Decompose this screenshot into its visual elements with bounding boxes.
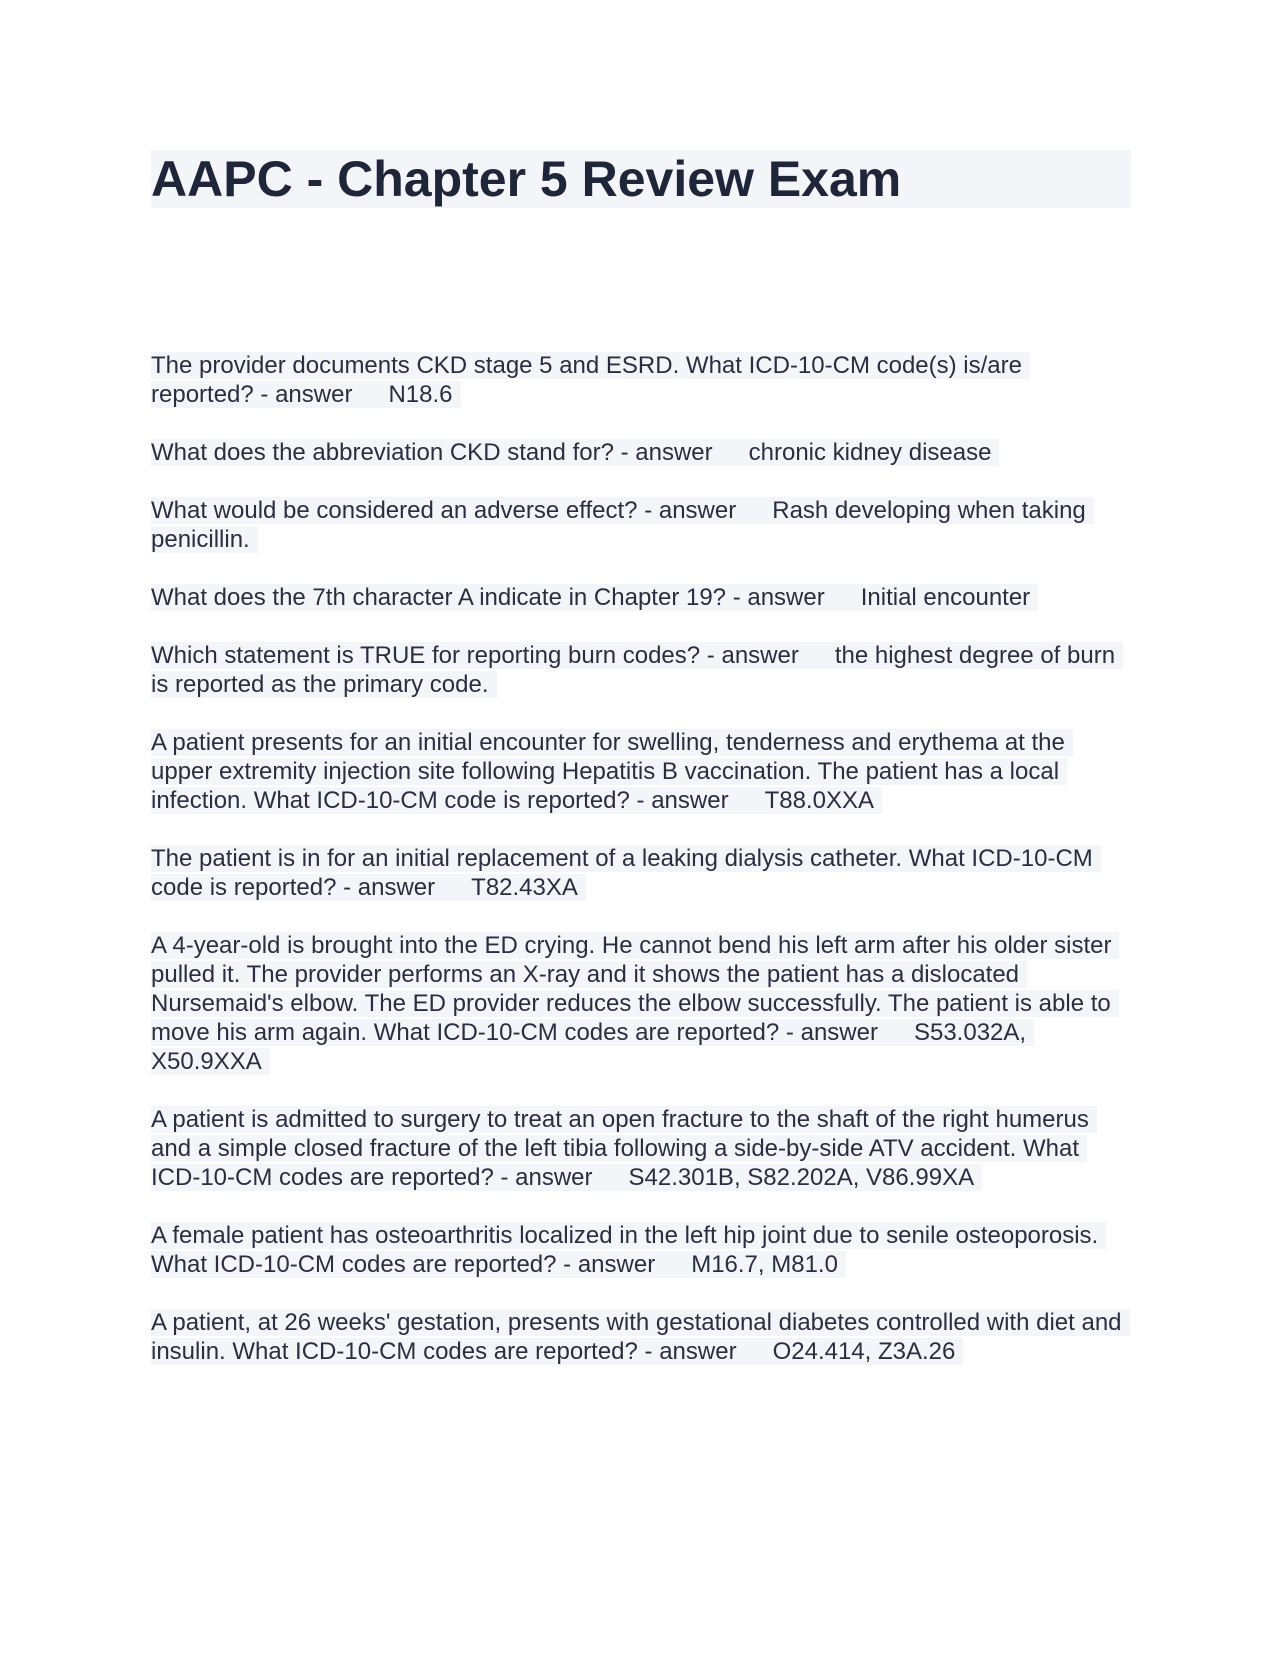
qa-item bbox=[151, 351, 1131, 409]
qa-item bbox=[151, 641, 1131, 699]
answer-separator: - answer bbox=[637, 1338, 737, 1365]
answer-text: M16.7, M81.0 bbox=[691, 1251, 838, 1278]
question-text: The provider documents CKD stage 5 and ESRD. What ICD-10-CM code(s) is/are reported? bbox=[151, 352, 1022, 408]
qa-line bbox=[151, 352, 1030, 408]
question-text: What does the abbreviation CKD stand for? bbox=[151, 439, 614, 466]
question-text: A 4-year-old is brought into the ED crying. He cannot bend his left arm after his older sister pulled it. The provider performs an X-ray and it shows the patient has a dislocated Nursemaid's elbow. The ED provider reduces the elbow successfully. The patient is able to move his arm again. What ICD-10-CM codes are reported? bbox=[151, 932, 1112, 1046]
answer-separator: - answer bbox=[726, 584, 825, 611]
qa-item bbox=[151, 583, 1131, 612]
qa-item bbox=[151, 728, 1131, 815]
question-text: What does the 7th character A indicate in Chapter 19? bbox=[151, 584, 727, 611]
answer-text: N18.6 bbox=[388, 381, 453, 408]
answer-text: Rash developing when taking penicillin. bbox=[151, 497, 1086, 553]
question-text: What would be considered an adverse effect? bbox=[151, 497, 638, 524]
qa-line bbox=[151, 1222, 1106, 1278]
answer-separator: - answer bbox=[613, 439, 713, 466]
answer-text: S53.032A, X50.9XXA bbox=[151, 1019, 1027, 1075]
qa-line bbox=[151, 729, 1073, 814]
qa-item bbox=[151, 1308, 1131, 1366]
answer-separator: - answer bbox=[637, 497, 737, 524]
answer-separator: - answer bbox=[556, 1251, 656, 1278]
qa-line bbox=[151, 497, 1094, 553]
qa-line bbox=[151, 932, 1119, 1075]
answer-separator: - answer bbox=[253, 381, 353, 408]
qa-item bbox=[151, 1105, 1131, 1192]
answer-separator: - answer bbox=[493, 1164, 593, 1191]
qa-line bbox=[151, 1309, 1130, 1365]
answer-text: Initial encounter bbox=[860, 584, 1031, 611]
qa-line bbox=[151, 845, 1101, 901]
answer-separator: - answer bbox=[629, 787, 729, 814]
question-text: The patient is in for an initial replacement of a leaking dialysis catheter. What ICD-10-CM code is reported? bbox=[151, 845, 1093, 901]
qa-line bbox=[151, 439, 999, 466]
answer-separator: - answer bbox=[700, 642, 799, 669]
answer-text: S42.301B, S82.202A, V86.99XA bbox=[628, 1164, 975, 1191]
question-text: A patient, at 26 weeks' gestation, presents with gestational diabetes controlled with diet and insulin. What ICD-10-CM codes are reported? bbox=[151, 1309, 1122, 1365]
document-page bbox=[151, 150, 1131, 1365]
qa-line bbox=[151, 1106, 1097, 1191]
answer-separator: - answer bbox=[336, 874, 436, 901]
title-band bbox=[151, 150, 1131, 208]
answer-text: chronic kidney disease bbox=[748, 439, 992, 466]
qa-line bbox=[151, 584, 1038, 611]
qa-item bbox=[151, 1221, 1131, 1279]
question-text: A patient is admitted to surgery to treat an open fracture to the shaft of the right humerus and a simple closed fracture of the left tibia following a side-by-side ATV accident. What ICD-10-CM codes are reported? bbox=[151, 1106, 1089, 1191]
qa-item bbox=[151, 844, 1131, 902]
answer-text: T82.43XA bbox=[471, 874, 578, 901]
qa-list bbox=[151, 351, 1131, 1395]
question-text: A patient presents for an initial encounter for swelling, tenderness and erythema at the upper extremity injection site following Hepatitis B vaccination. The patient has a local infection. What ICD-10-CM code is reported? bbox=[151, 729, 1065, 814]
question-text: A female patient has osteoarthritis localized in the left hip joint due to senile osteoporosis. What ICD-10-CM codes are reported? bbox=[151, 1222, 1099, 1278]
answer-text: the highest degree of burn is reported as the primary code. bbox=[151, 642, 1116, 698]
qa-item bbox=[151, 931, 1131, 1076]
qa-line bbox=[151, 642, 1123, 698]
document-title: AAPC - Chapter 5 Review Exam bbox=[151, 151, 902, 207]
answer-separator: - answer bbox=[779, 1019, 878, 1046]
qa-item bbox=[151, 496, 1131, 554]
question-text: Which statement is TRUE for reporting burn codes? bbox=[151, 642, 701, 669]
answer-text: O24.414, Z3A.26 bbox=[772, 1338, 956, 1365]
qa-item bbox=[151, 438, 1131, 467]
answer-text: T88.0XXA bbox=[764, 787, 874, 814]
